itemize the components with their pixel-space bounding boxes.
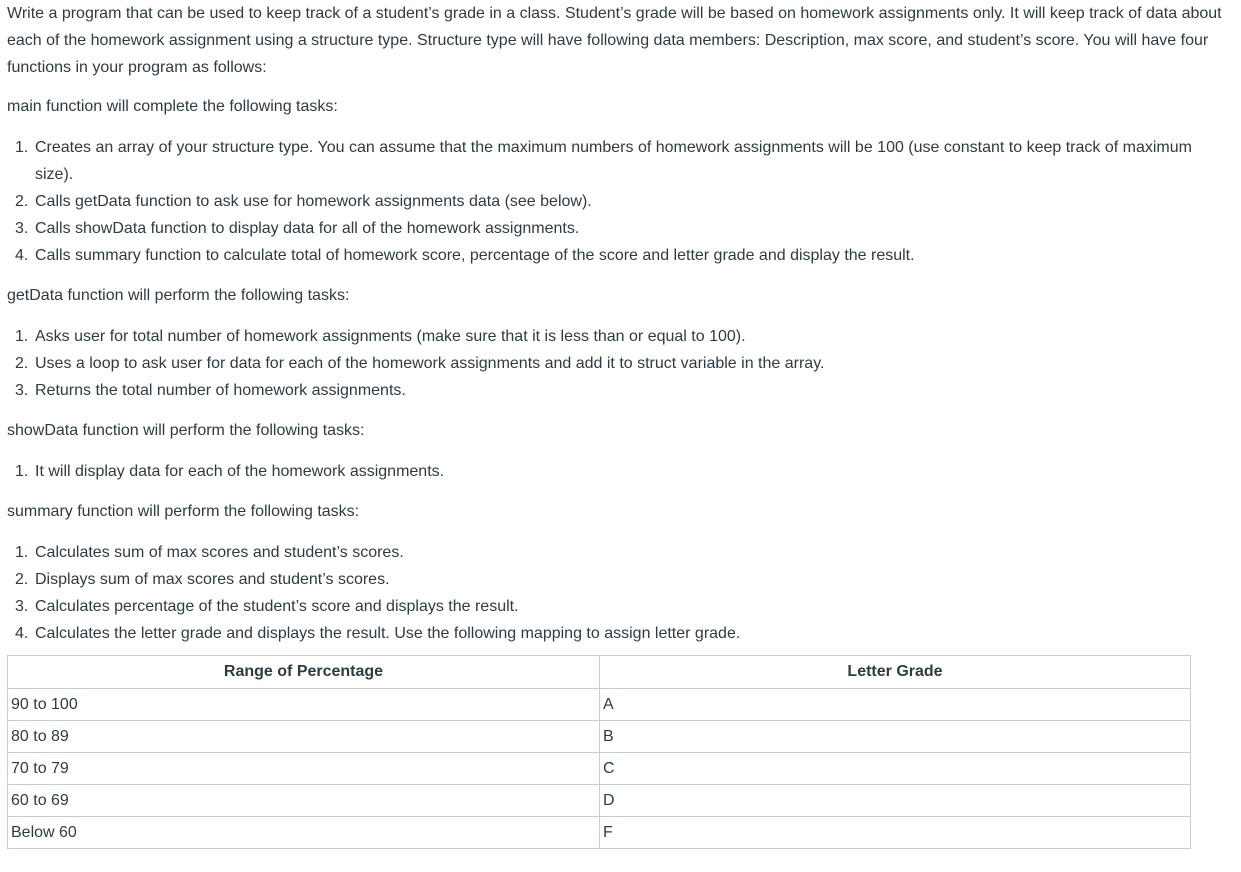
letter-cell: B <box>600 721 1191 753</box>
list-item: 2. Calls getData function to ask use for homework assignments data (see below). <box>15 193 592 210</box>
range-cell: 70 to 79 <box>8 753 600 785</box>
list-item: 1. Asks user for total number of homework assignments (make sure that it is less than or equal to 100). <box>15 328 746 345</box>
getdata-task-list <box>15 323 1230 404</box>
list-item: 4. Calculates the letter grade and displays the result. Use the following mapping to assign letter grade. <box>15 625 741 642</box>
table-row <box>8 689 1191 721</box>
letter-cell: F <box>600 817 1191 849</box>
intro-paragraph: Write a program that can be used to keep track of a student’s grade in a class. Student’s grade will be based on homework assignments only. It will keep track of data about each of the homework assignment using a structure type. Structure type will have following data members: Description, max score, and student’s score. You will have four functions in your program as follows: <box>7 5 1222 76</box>
range-cell: 90 to 100 <box>8 689 600 721</box>
letter-cell: A <box>600 689 1191 721</box>
range-cell: 60 to 69 <box>8 785 600 817</box>
showdata-task-list <box>15 458 1230 485</box>
range-cell: 80 to 89 <box>8 721 600 753</box>
section-heading-main: main function will complete the following tasks: <box>7 98 338 115</box>
table-header-row <box>8 656 1191 689</box>
column-header-range: Range of Percentage <box>8 656 600 689</box>
table-row <box>8 817 1191 849</box>
column-header-letter: Letter Grade <box>600 656 1191 689</box>
table-row <box>8 785 1191 817</box>
list-item: 3. Returns the total number of homework assignments. <box>15 382 406 399</box>
letter-cell: C <box>600 753 1191 785</box>
letter-cell: D <box>600 785 1191 817</box>
list-item: 3. Calculates percentage of the student’s score and displays the result. <box>15 598 519 615</box>
section-heading-showdata: showData function will perform the following tasks: <box>7 422 365 439</box>
list-item: 2. Displays sum of max scores and student’s scores. <box>15 571 390 588</box>
range-cell: Below 60 <box>8 817 600 849</box>
list-item: 3. Calls showData function to display data for all of the homework assignments. <box>15 220 580 237</box>
main-task-list <box>15 134 1230 269</box>
list-item: 1. Creates an array of your structure type. You can assume that the maximum numbers of homework assignments will be 100 (use constant to keep track of maximum size). <box>15 139 1192 183</box>
list-item: 1. It will display data for each of the homework assignments. <box>15 463 445 480</box>
table-row <box>8 753 1191 785</box>
list-item: 1. Calculates sum of max scores and student’s scores. <box>15 544 404 561</box>
section-heading-summary: summary function will perform the following tasks: <box>7 503 360 520</box>
list-item: 2. Uses a loop to ask user for data for each of the homework assignments and add it to struct variable in the array. <box>15 355 825 372</box>
table-row <box>8 721 1191 753</box>
grade-mapping-table <box>7 655 1191 849</box>
list-item: 4. Calls summary function to calculate total of homework score, percentage of the score and letter grade and display the result. <box>15 247 915 264</box>
summary-task-list <box>15 539 1230 647</box>
section-heading-getdata: getData function will perform the following tasks: <box>7 287 350 304</box>
